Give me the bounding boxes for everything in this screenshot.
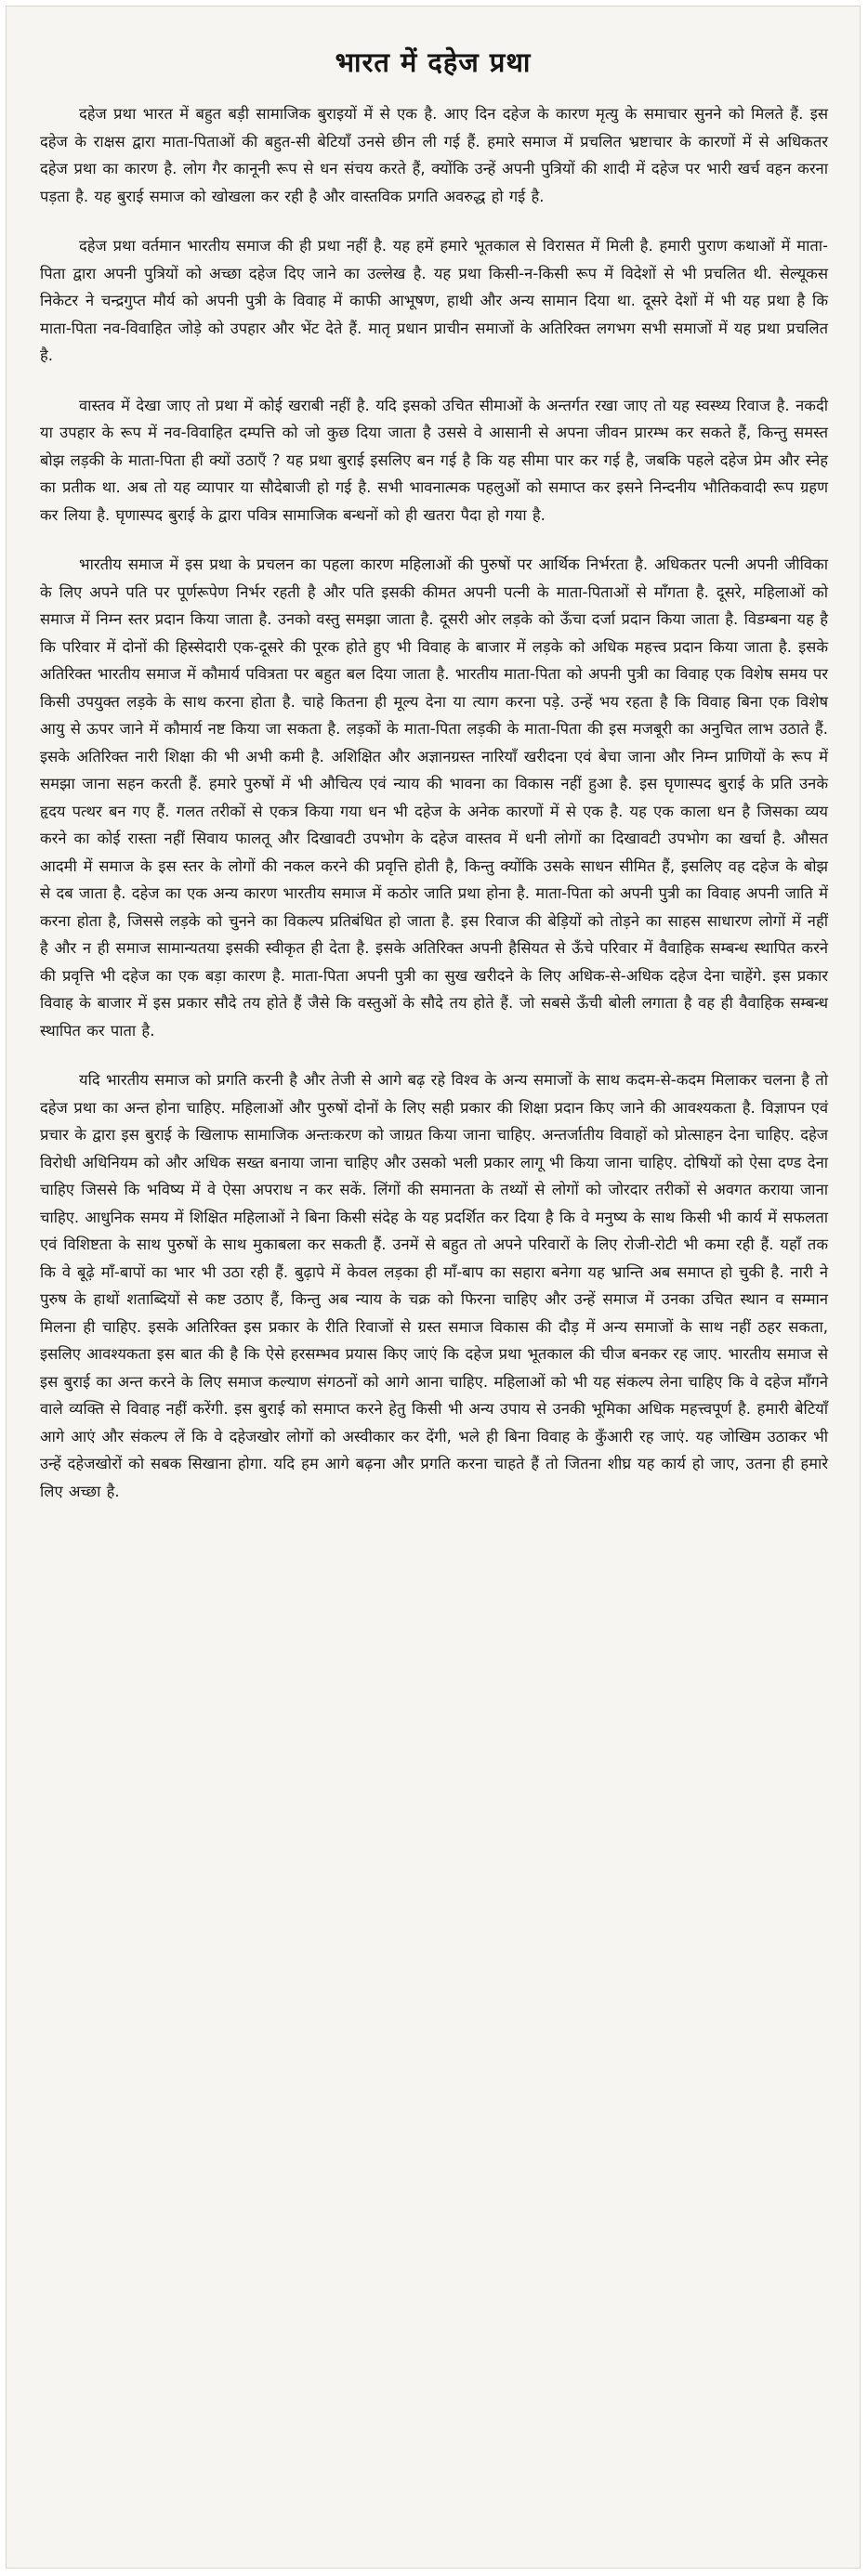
essay-title: भारत में दहेज प्रथा (335, 46, 532, 78)
paragraph-2: दहेज प्रथा वर्तमान भारतीय समाज की ही प्रथा नहीं है. यह हमें हमारे भूतकाल से विरासत में मिली है. हमारी पुराण कथाओं में माता-पिता द्वारा अपनी पुत्रियों को अच्छा दहेज दिए जाने का उल्लेख है. यह प्रथा किसी-न-किसी रूप में विदेशों से भी प्रचलित थी. सेल्यूकस निकेटर ने चन्द्रगुप्त मौर्य को अपनी पुत्री के विवाह में काफी आभूषण, हाथी और अन्य सामान दिया था. दूसरे देशों में भी यह प्रथा है कि माता-पिता नव-विवाहित जोड़े को उपहार और भेंट देते हैं. मातृ प्रधान प्राचीन समाजों के अतिरिक्त लगभग सभी समाजों में यह प्रथा प्रचलित है. (40, 237, 828, 364)
document-page (6, 6, 861, 2569)
essay-body (7, 100, 860, 1505)
paragraph-1: दहेज प्रथा भारत में बहुत बड़ी सामाजिक बुराइयों में से एक है. आए दिन दहेज के कारण मृत्यु के समाचार सुनने को मिलते हैं. इस दहेज के राक्षस द्वारा माता-पिताओं की बहुत-सी बेटियाँ उनसे छीन ली गई हैं. हमारे समाज में प्रचलित भ्रष्टाचार के कारणों में से अधिकतर दहेज प्रथा का कारण है. लोग गैर कानूनी रूप से धन संचय करते हैं, क्योंकि उन्हें अपनी पुत्रियों की शादी में दहेज पर भारी खर्च वहन करना पड़ता है. यह बुराई समाज को खोखला कर रही है और वास्तविक प्रगति अवरुद्ध हो गई है. (40, 105, 828, 205)
paragraph-4: भारतीय समाज में इस प्रथा के प्रचलन का पहला कारण महिलाओं की पुरुषों पर आर्थिक निर्भरता है. अधिकतर पत्नी अपनी जीविका के लिए अपने पति पर पूर्णरूपेण निर्भर रहती है और पति इसकी कीमत अपनी पत्नी के माता-पिताओं से माँगता है. दूसरे, महिलाओं को समाज में निम्न स्तर प्रदान किया जाता है. उनको वस्तु समझा जाता है. दूसरी ओर लड़के को ऊँचा दर्जा प्रदान किया जाता है. विडम्बना यह है कि परिवार में दोनों की हिस्सेदारी एक-दूसरे की पूरक होते हुए भी विवाह के बाजार में लड़के को अधिक महत्त्व प्रदान किया जाता है. इसके अतिरिक्त भारतीय समाज में कौमार्य पवित्रता पर बहुत बल दिया जाता है. भारतीय माता-पिता को अपनी पुत्री का विवाह एक विशेष समय पर किसी उपयुक्त लड़के के साथ करना होता है. चाहे कितना ही मूल्य देना या त्याग करना पड़े. उन्हें भय रहता है कि विवाह बिना एक विशेष आयु से ऊपर जाने में कौमार्य नष्ट किया जा सकता है. लड़कों के माता-पिता लड़की के माता-पिता की इस मजबूरी का अनुचित लाभ उठाते हैं. इसके अतिरिक्त नारी शिक्षा की भी अभी कमी है. अशिक्षित और अज्ञानग्रस्त नारियाँ खरीदना एवं बेचा जाना और निम्न प्राणियों के रूप में समझा जाना सहन करती हैं. हमारे पुरुषों में भी औचित्य एवं न्याय की भावना का विकास नहीं हुआ है. इस घृणास्पद बुराई के प्रति उनके हृदय पत्थर बन गए हैं. गलत तरीकों से एकत्र किया गया धन भी दहेज के अनेक कारणों में से एक है. यह एक काला धन है जिसका व्यय करने का कोई रास्ता नहीं सिवाय फालतू और दिखावटी उपभोग के दहेज वास्तव में धनी लोगों का दिखावटी उपभोग का खर्चा है. औसत आदमी में समाज के इस स्तर के लोगों की नकल करने की प्रवृत्ति होती है, किन्तु क्योंकि उसके साधन सीमित हैं, इसलिए वह दहेज के बोझ से दब जाता है. दहेज का एक अन्य कारण भारतीय समाज में कठोर जाति प्रथा होना है. माता-पिता को अपनी पुत्री का विवाह अपनी जाति में करना होता है, जिससे लड़के को चुनने का विकल्प प्रतिबंधित हो जाता है. इस रिवाज की बेड़ियों को तोड़ने का साहस साधारण लोगों में नहीं है और न ही समाज सामान्यतया इसकी स्वीकृत ही देता है. इसके अतिरिक्त अपनी हैसियत से ऊँचे परिवार में वैवाहिक सम्बन्ध स्थापित करने की प्रवृत्ति भी दहेज का एक बड़ा कारण है. माता-पिता अपनी पुत्री का सुख खरीदने के लिए अधिक-से-अधिक दहेज देना चाहेंगे. इस प्रकार विवाह के बाजार में इस प्रकार सौदे तय होते हैं जैसे कि वस्तुओं के सौदे तय होते हैं. जो सबसे ऊँची बोली लगाता है वह ही वैवाहिक सम्बन्ध स्थापित कर पाता है. (40, 556, 828, 1040)
paragraph-3: वास्तव में देखा जाए तो प्रथा में कोई खराबी नहीं है. यदि इसको उचित सीमाओं के अन्तर्गत रखा जाए तो यह स्वस्थ्य रिवाज है. नकदी या उपहार के रूप में नव-विवाहित दम्पत्ति को जो कुछ दिया जाता है उससे वे आसानी से अपना जीवन प्रारम्भ कर सकते हैं, किन्तु समस्त बोझ लड़की के माता-पिता ही क्यों उठाएँ ? यह प्रथा बुराई इसलिए बन गई है कि यह सीमा पार कर गई है, जबकि पहले दहेज प्रेम और स्नेह का प्रतीक था. अब तो यह व्यापार या सौदेबाजी हो गई है. सभी भावनात्मक पहलुओं को समाप्त कर इसने निन्दनीय भौतिकवादी रूप ग्रहण कर लिया है. घृणास्पद बुराई के द्वारा पवित्र सामाजिक बन्धनों को ही खतरा पैदा हो गया है. (40, 396, 828, 524)
paragraph-5: यदि भारतीय समाज को प्रगति करनी है और तेजी से आगे बढ़ रहे विश्व के अन्य समाजों के साथ कदम-से-कदम मिलाकर चलना है तो दहेज प्रथा का अन्त होना चाहिए. महिलाओं और पुरुषों दोनों के लिए सही प्रकार की शिक्षा प्रदान किए जाने की आवश्यकता है. विज्ञापन एवं प्रचार के द्वारा इस बुराई के खिलाफ सामाजिक अन्तःकरण को जाग्रत किया जाना चाहिए. अन्तर्जातीय विवाहों को प्रोत्साहन देना चाहिए. दहेज विरोधी अधिनियम को और अधिक सख्त बनाया जाना चाहिए और उसको भली प्रकार लागू भी किया जाना चाहिए. दोषियों को ऐसा दण्ड देना चाहिए जिससे कि भविष्य में वे ऐसा अपराध न कर सकें. लिंगों की समानता के तथ्यों से लोगों को जोरदार तरीकों से अवगत कराया जाना चाहिए. आधुनिक समय में शिक्षित महिलाओं ने बिना किसी संदेह के यह प्रदर्शित कर दिया है कि वे मनुष्य के साथ किसी भी कार्य में सफलता एवं विशिष्टता के साथ पुरुषों के साथ मुकाबला कर सकती हैं. उनमें से बहुत तो अपने परिवारों के लिए रोजी-रोटी भी कमा रही हैं. यहाँ तक कि वे बूढ़े माँ-बापों का भार भी उठा रही हैं. बुढ़ापे में केवल लड़का ही माँ-बाप का सहारा बनेगा यह भ्रान्ति अब समाप्त हो चुकी है. नारी ने पुरुष के हाथों शताब्दियों से कष्ट उठाए हैं, किन्तु अब न्याय के चक्र को फिरना चाहिए और उन्हें समाज में उनका उचित स्थान व सम्मान मिलना ही चाहिए. इसके अतिरिक्त इस प्रकार के रीति रिवाजों से ग्रस्त समाज विकास की दौड़ में अन्य समाजों के साथ नहीं ठहर सकता, इसलिए आवश्यकता इस बात की है कि ऐसे हरसम्भव प्रयास किए जाएं कि दहेज प्रथा भूतकाल की चीज बनकर रह जाए. भारतीय समाज से इस बुराई का अन्त करने के लिए समाज कल्याण संगठनों को आगे आना चाहिए. महिलाओं को भी यह संकल्प लेना चाहिए कि वे दहेज माँगने वाले व्यक्ति से विवाह नहीं करेंगी. इस बुराई को समाप्त करने हेतु किसी भी अन्य उपाय से उनकी भूमिका अधिक महत्त्वपूर्ण है. हमारी बेटियाँ आगे आएं और संकल्प लें कि वे दहेजखोर लोगों को अस्वीकार कर देंगी, भले ही बिना विवाह के कुँआरी रह जाएं. यह जोखिम उठाकर भी उन्हें दहेजखोरों को सबक सिखाना होगा. यदि हम आगे बढ़ना और प्रगति करना चाहते हैं तो जितना शीघ्र यह कार्य हो जाए, उतना ही हमारे लिए अच्छा है. (40, 1071, 828, 1500)
